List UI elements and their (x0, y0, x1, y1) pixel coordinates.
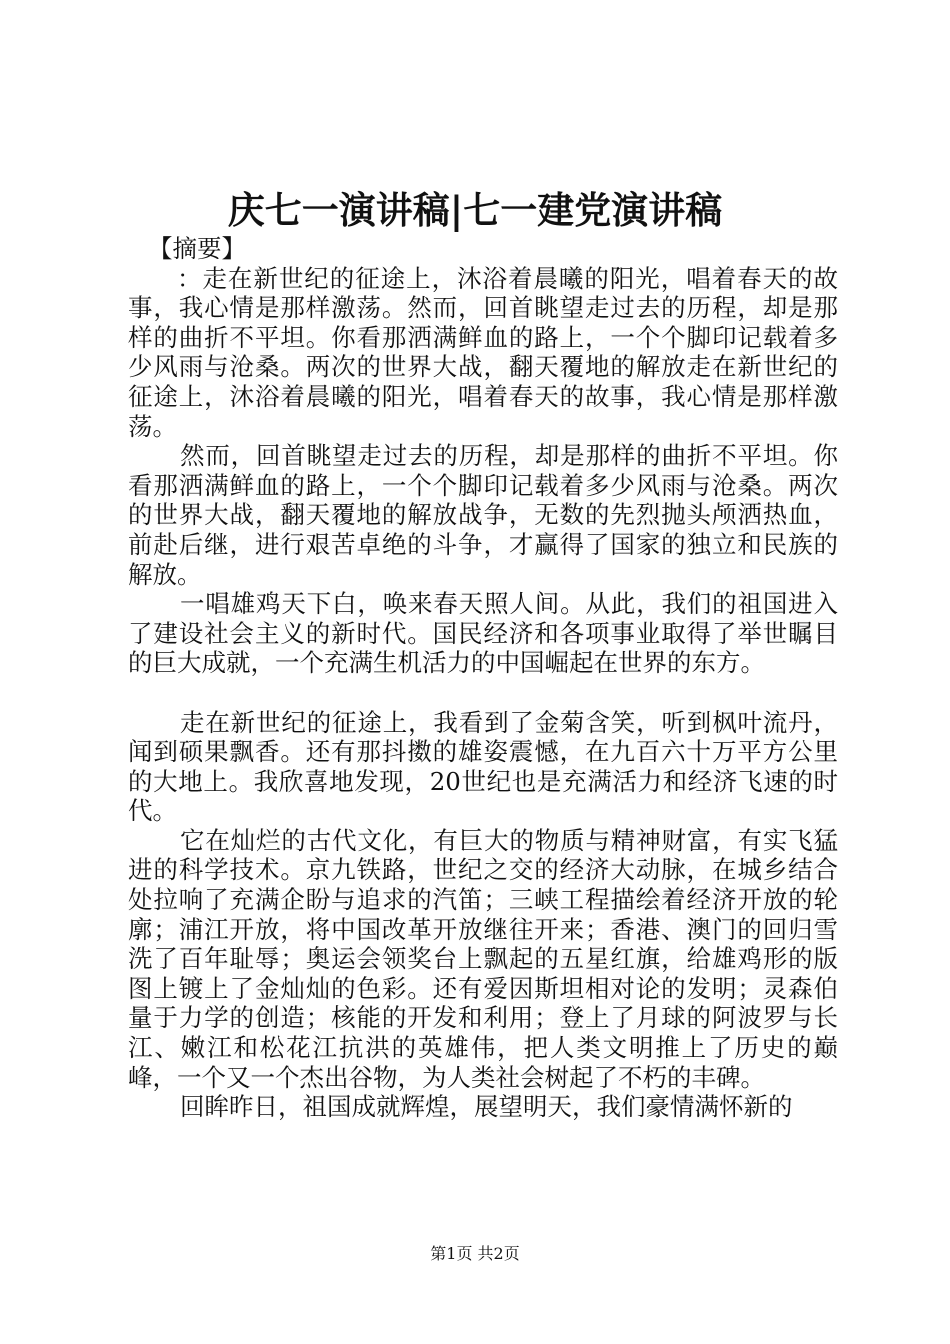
page-footer: 第1页 共2页 (430, 1244, 520, 1263)
paragraph-4: 走在新世纪的征途上，我看到了金菊含笑，听到枫叶流丹，闻到硕果飘香。还有那抖擞的雄姿震憾，在九百六十万平方公里的大地上。我欣喜地发现，20世纪也是充满活力和经济飞速的时代。 (128, 707, 838, 826)
document-title: 庆七一演讲稿|七一建党演讲稿 (227, 188, 723, 232)
paragraph-gap (128, 678, 838, 708)
paragraph-3: 一唱雄鸡天下白，唤来春天照人间。从此，我们的祖国进入了建设社会主义的新时代。国民经济和各项事业取得了举世瞩目的巨大成就，一个充满生机活力的中国崛起在世界的东方。 (128, 589, 838, 678)
paragraph-6: 回眸昨日，祖国成就辉煌，展望明天，我们豪情满怀新的 (180, 1092, 793, 1122)
paragraph-5: 它在灿烂的古代文化，有巨大的物质与精神财富，有实飞猛进的科学技术。京九铁路，世纪之交的经济大动脉，在城乡结合处拉响了充满企盼与追求的汽笛；三峡工程描绘着经济开放的轮廓；浦江开放，将中国改革开放继往开来；香港、澳门的回归雪洗了百年耻辱；奥运会领奖台上飘起的五星红旗，给雄鸡形的版图上镀上了金灿灿的色彩。还有爱因斯坦相对论的发明；灵森伯量于力学的创造；核能的开发和利用；登上了月球的阿波罗与长江、嫩江和松花江抗洪的英雄伟，把人类文明推上了历史的巅峰，一个又一个杰出谷物，为人类社会树起了不朽的丰碑。 (128, 825, 838, 1092)
paragraph-1: ：走在新世纪的征途上，沐浴着晨曦的阳光，唱着春天的故事，我心情是那样激荡。然而，回首眺望走过去的历程，却是那样的曲折不平坦。你看那洒满鲜血的路上，一个个脚印记载着多少风雨与沧桑。两次的世界大战，翻天覆地的解放走在新世纪的征途上，沐浴着晨曦的阳光，唱着春天的故事，我心情是那样激荡。 (128, 263, 838, 441)
abstract-label: 【摘要】 (148, 234, 246, 263)
paragraph-2: 然而，回首眺望走过去的历程，却是那样的曲折不平坦。你看那洒满鲜血的路上，一个个脚印记载着多少风雨与沧桑。两次的世界大战，翻天覆地的解放战争，无数的先烈抛头颅洒热血，前赴后继，进行艰苦卓绝的斗争，才赢得了国家的独立和民族的解放。 (128, 441, 838, 589)
document-body (128, 234, 838, 1122)
